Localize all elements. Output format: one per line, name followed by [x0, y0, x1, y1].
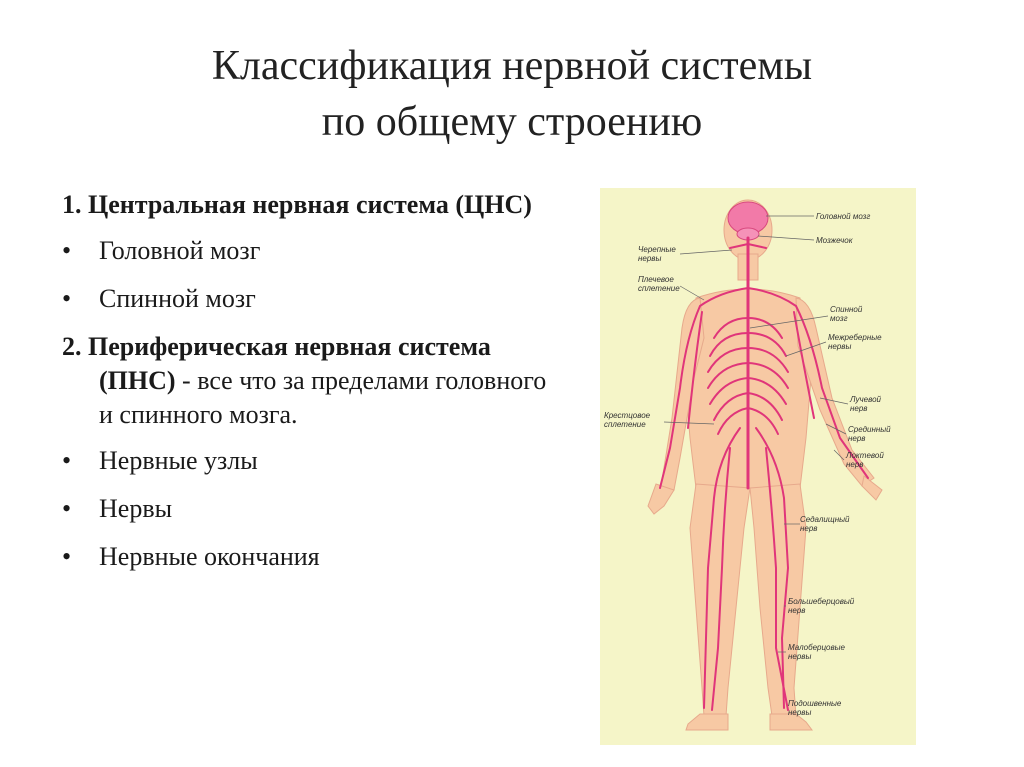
label-sacral-1: Крестцовое: [604, 411, 651, 420]
title-line-1: Классификация нервной системы: [211, 43, 813, 89]
label-cranial-nerves-1: Черепные: [638, 245, 676, 254]
list-item: [62, 444, 562, 478]
label-spinal-cord-1: Спинной: [830, 305, 863, 314]
bullet-icon: •: [62, 494, 72, 523]
bullet-icon: •: [62, 542, 72, 571]
label-sacral-2: сплетение: [604, 420, 646, 429]
label-radial-2: нерв: [850, 404, 868, 413]
pns-number: 2.: [62, 332, 88, 361]
pns-title: Периферическая нервная система (ПНС): [88, 332, 491, 395]
list-item-text: Нервные окончания: [99, 542, 320, 571]
label-brain: Головной мозг: [816, 212, 871, 221]
cns-title: Центральная нервная система (ЦНС): [88, 190, 532, 219]
label-fibular-2: нервы: [788, 652, 812, 661]
label-spinal-cord-2: мозг: [830, 314, 848, 323]
slide-title: [0, 38, 1024, 150]
list-item-text: Нервные узлы: [99, 446, 258, 475]
label-plantar-1: Подошвенные: [788, 699, 842, 708]
title-line-2: по общему строению: [321, 99, 703, 145]
label-intercostal-1: Межреберные: [828, 333, 882, 342]
list-item-text: Нервы: [99, 494, 173, 523]
label-median-2: нерв: [848, 434, 866, 443]
list-item-text: Головной мозг: [99, 236, 261, 265]
label-sciatic-2: нерв: [800, 524, 818, 533]
label-ulnar-2: нерв: [846, 460, 864, 469]
list-item-text: Спинной мозг: [99, 284, 256, 313]
label-radial-1: Лучевой: [850, 395, 881, 404]
label-plantar-2: нервы: [788, 708, 812, 717]
cns-heading: [62, 188, 562, 222]
label-brachial-plexus-1: Плечевое: [638, 275, 674, 284]
bullet-icon: •: [62, 284, 72, 313]
label-fibular-1: Малоберцовые: [788, 643, 846, 652]
label-tibial-2: нерв: [788, 606, 806, 615]
nervous-system-diagram: [600, 188, 916, 745]
list-item: [62, 540, 562, 574]
pns-description: - все что за пределами головного и спинного мозга.: [99, 366, 547, 429]
label-intercostal-2: нервы: [828, 342, 852, 351]
label-brachial-plexus-2: сплетение: [638, 284, 680, 293]
list-item: [62, 234, 562, 268]
bullet-icon: •: [62, 446, 72, 475]
cns-number: 1.: [62, 190, 88, 219]
classification-list: [62, 188, 562, 588]
bullet-icon: •: [62, 236, 72, 265]
nervous-system-figure: [600, 188, 916, 745]
pns-heading: [62, 330, 562, 432]
label-median-1: Срединный: [848, 425, 891, 434]
label-tibial-1: Большеберцовый: [788, 597, 855, 606]
list-item: [62, 282, 562, 316]
label-ulnar-1: Локтевой: [846, 451, 884, 460]
label-cranial-nerves-2: нервы: [638, 254, 662, 263]
label-cerebellum: Мозжечок: [816, 236, 853, 245]
list-item: [62, 492, 562, 526]
label-sciatic-1: Седалищный: [800, 515, 850, 524]
